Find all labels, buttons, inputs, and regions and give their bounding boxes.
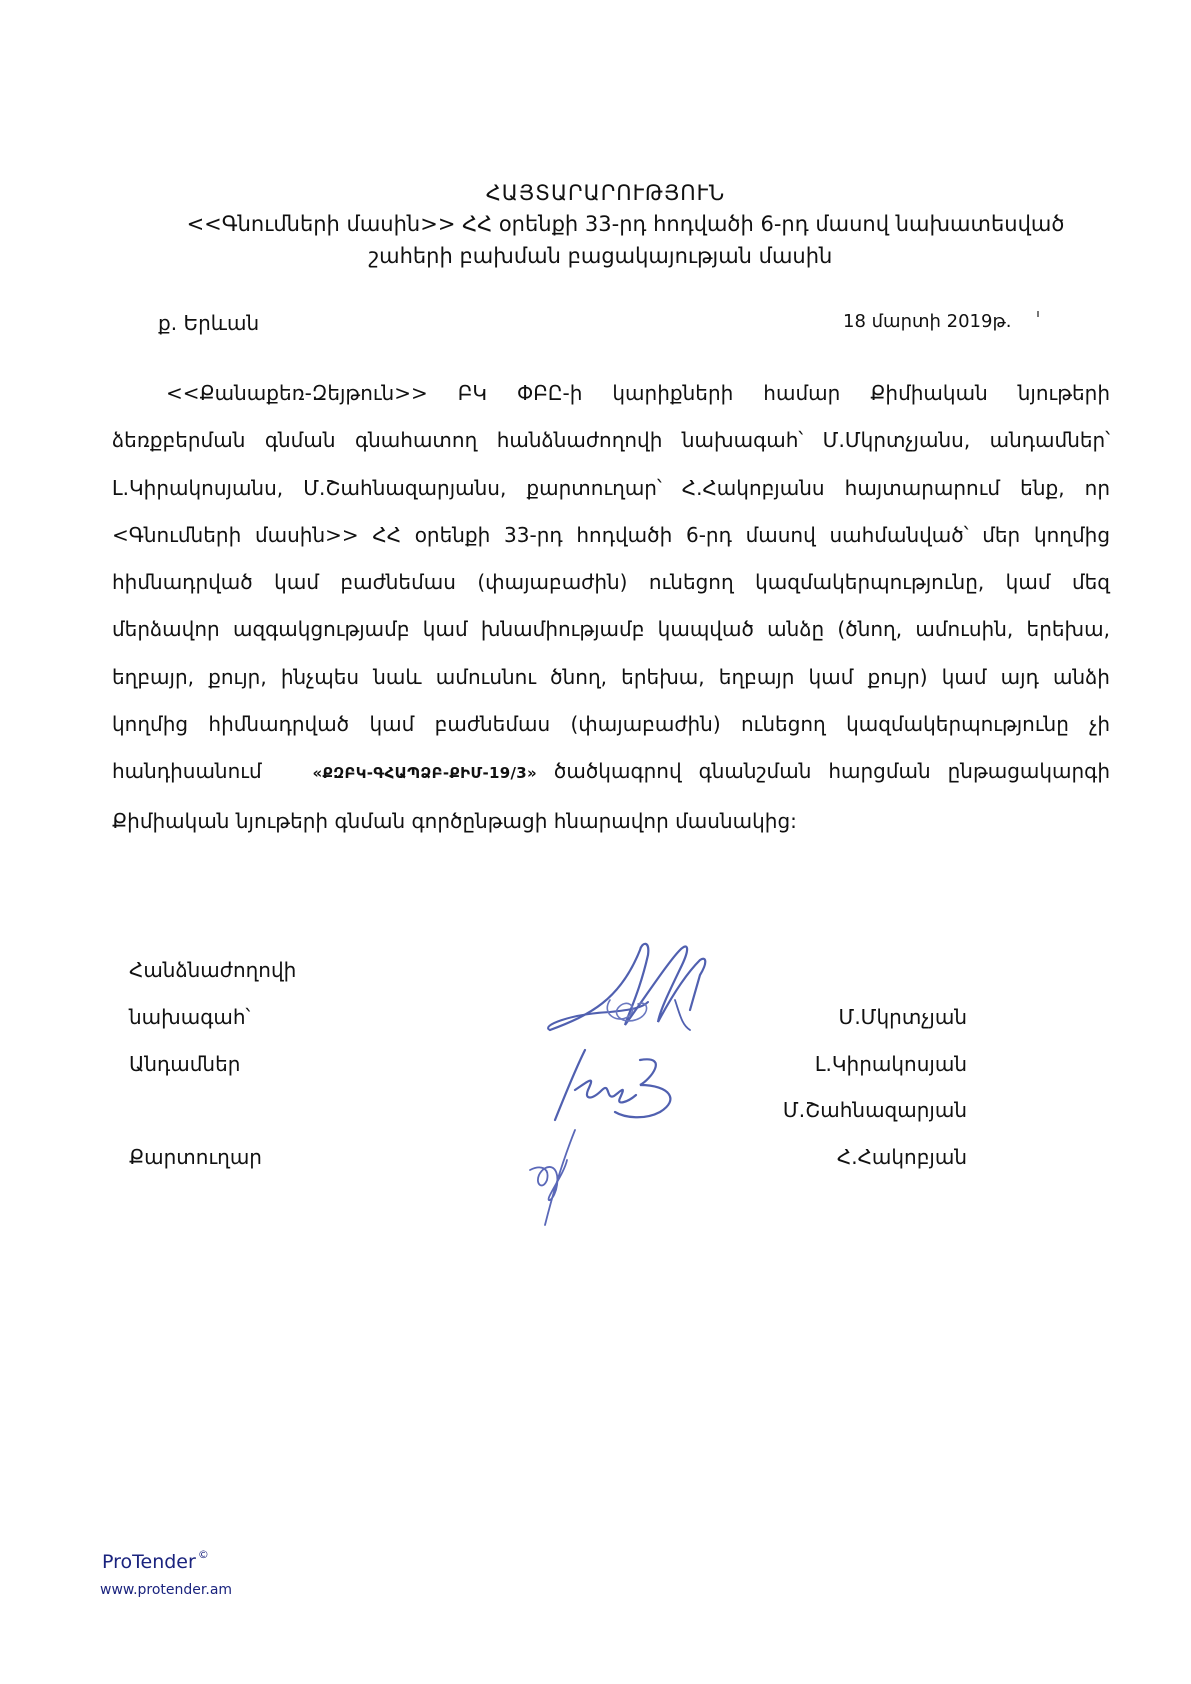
document-date: 18 մարտի 2019թ. [843, 311, 1012, 332]
procurement-code: «ՔԶԲԿ-ԳՀԱՊՁԲ-ՔԻՄ-19/3» [312, 764, 537, 783]
declaration-body [112, 370, 1110, 845]
body-line: կողմից հիմնադրված կամ բաժնեմաս (փայաբաժին) ունեցող կազմակերպությունը չի [112, 712, 1110, 737]
protender-url-link[interactable]: www.protender.am [100, 1582, 233, 1598]
body-line: ձեռքբերման գնման գնահատող հանձնաժողովի նախագահ՝ Մ.Մկրտչյանս, անդամներ՝ [112, 428, 1110, 453]
signature-chair-icon [530, 930, 730, 1050]
body-line: Լ.Կիրակոսյանս, Մ.Շահնազարյանս, քարտուղար՝ Հ.Հակոբյանս հայտարարում ենք, որ [112, 475, 1110, 500]
body-line: մերձավոր ազգակցությամբ կամ խնամիությամբ կապված անձը (ծնող, ամուսին, երեխա, [112, 617, 1110, 642]
document-subtitle-line2: շահերի բախման բացակայության մասին [368, 244, 833, 268]
place-of-issue: ք. Երևան [158, 311, 260, 335]
brand-text: ProTender [102, 1551, 196, 1573]
body-line: եղբայր, քույր, ինչպես նաև ամուսնու ծնող, երեխա, եղբայր կամ քույր) կամ այդ անձի [112, 664, 1110, 689]
signature-secretary-icon [525, 1125, 595, 1235]
body-line-last: Քիմիական նյութերի գնման գործընթացի հնարավոր մասնակից: [112, 808, 797, 833]
role-members: Անդամներ [129, 1052, 241, 1076]
document-title: ՀԱՅՏԱՐԱՐՈՒԹՅՈՒՆ [485, 181, 726, 205]
title-block [0, 178, 1191, 272]
body-line: <<Քանաքեռ-Զեյթուն>> ԲԿ ՓԲԸ-ի կարիքների համար Քիմիական նյութերի [166, 381, 1110, 405]
body-line: <Գնումների մասին>> ՀՀ օրենքի 33-րդ հոդվածի 6-րդ մասով սահմանված՝ մեր կողմից [112, 522, 1110, 547]
name-chair: Մ.Մկրտչյան [838, 1005, 967, 1029]
name-secretary: Հ.Հակոբյան [836, 1145, 967, 1169]
role-chair-line1: Հանձնաժողովի [129, 958, 297, 982]
copyright-icon: © [197, 1548, 209, 1561]
name-member1: Լ.Կիրակոսյան [814, 1052, 967, 1076]
protender-brand [102, 1548, 209, 1573]
signature-member-icon [540, 1040, 700, 1130]
role-chair-line2: նախագահ՝ [129, 1005, 251, 1029]
body-line: հիմնադրված կամ բաժնեմաս (փայաբաժին) ունեցող կազմակերպությունը, կամ մեզ [112, 570, 1110, 595]
name-member2: Մ.Շահնազարյան [782, 1098, 967, 1122]
scan-mark [1037, 311, 1039, 317]
body-line-procurement [112, 748, 1110, 797]
line-suffix: ծածկագրով գնանշման հարցման ընթացակարգի [553, 759, 1111, 784]
document-subtitle-line1: <<Գնումների մասին>> ՀՀ օրենքի 33-րդ հոդվածի 6-րդ մասով նախատեսված [186, 212, 1065, 236]
line-prefix: հանդիսանում [112, 759, 262, 784]
role-secretary: Քարտուղար [129, 1145, 262, 1169]
